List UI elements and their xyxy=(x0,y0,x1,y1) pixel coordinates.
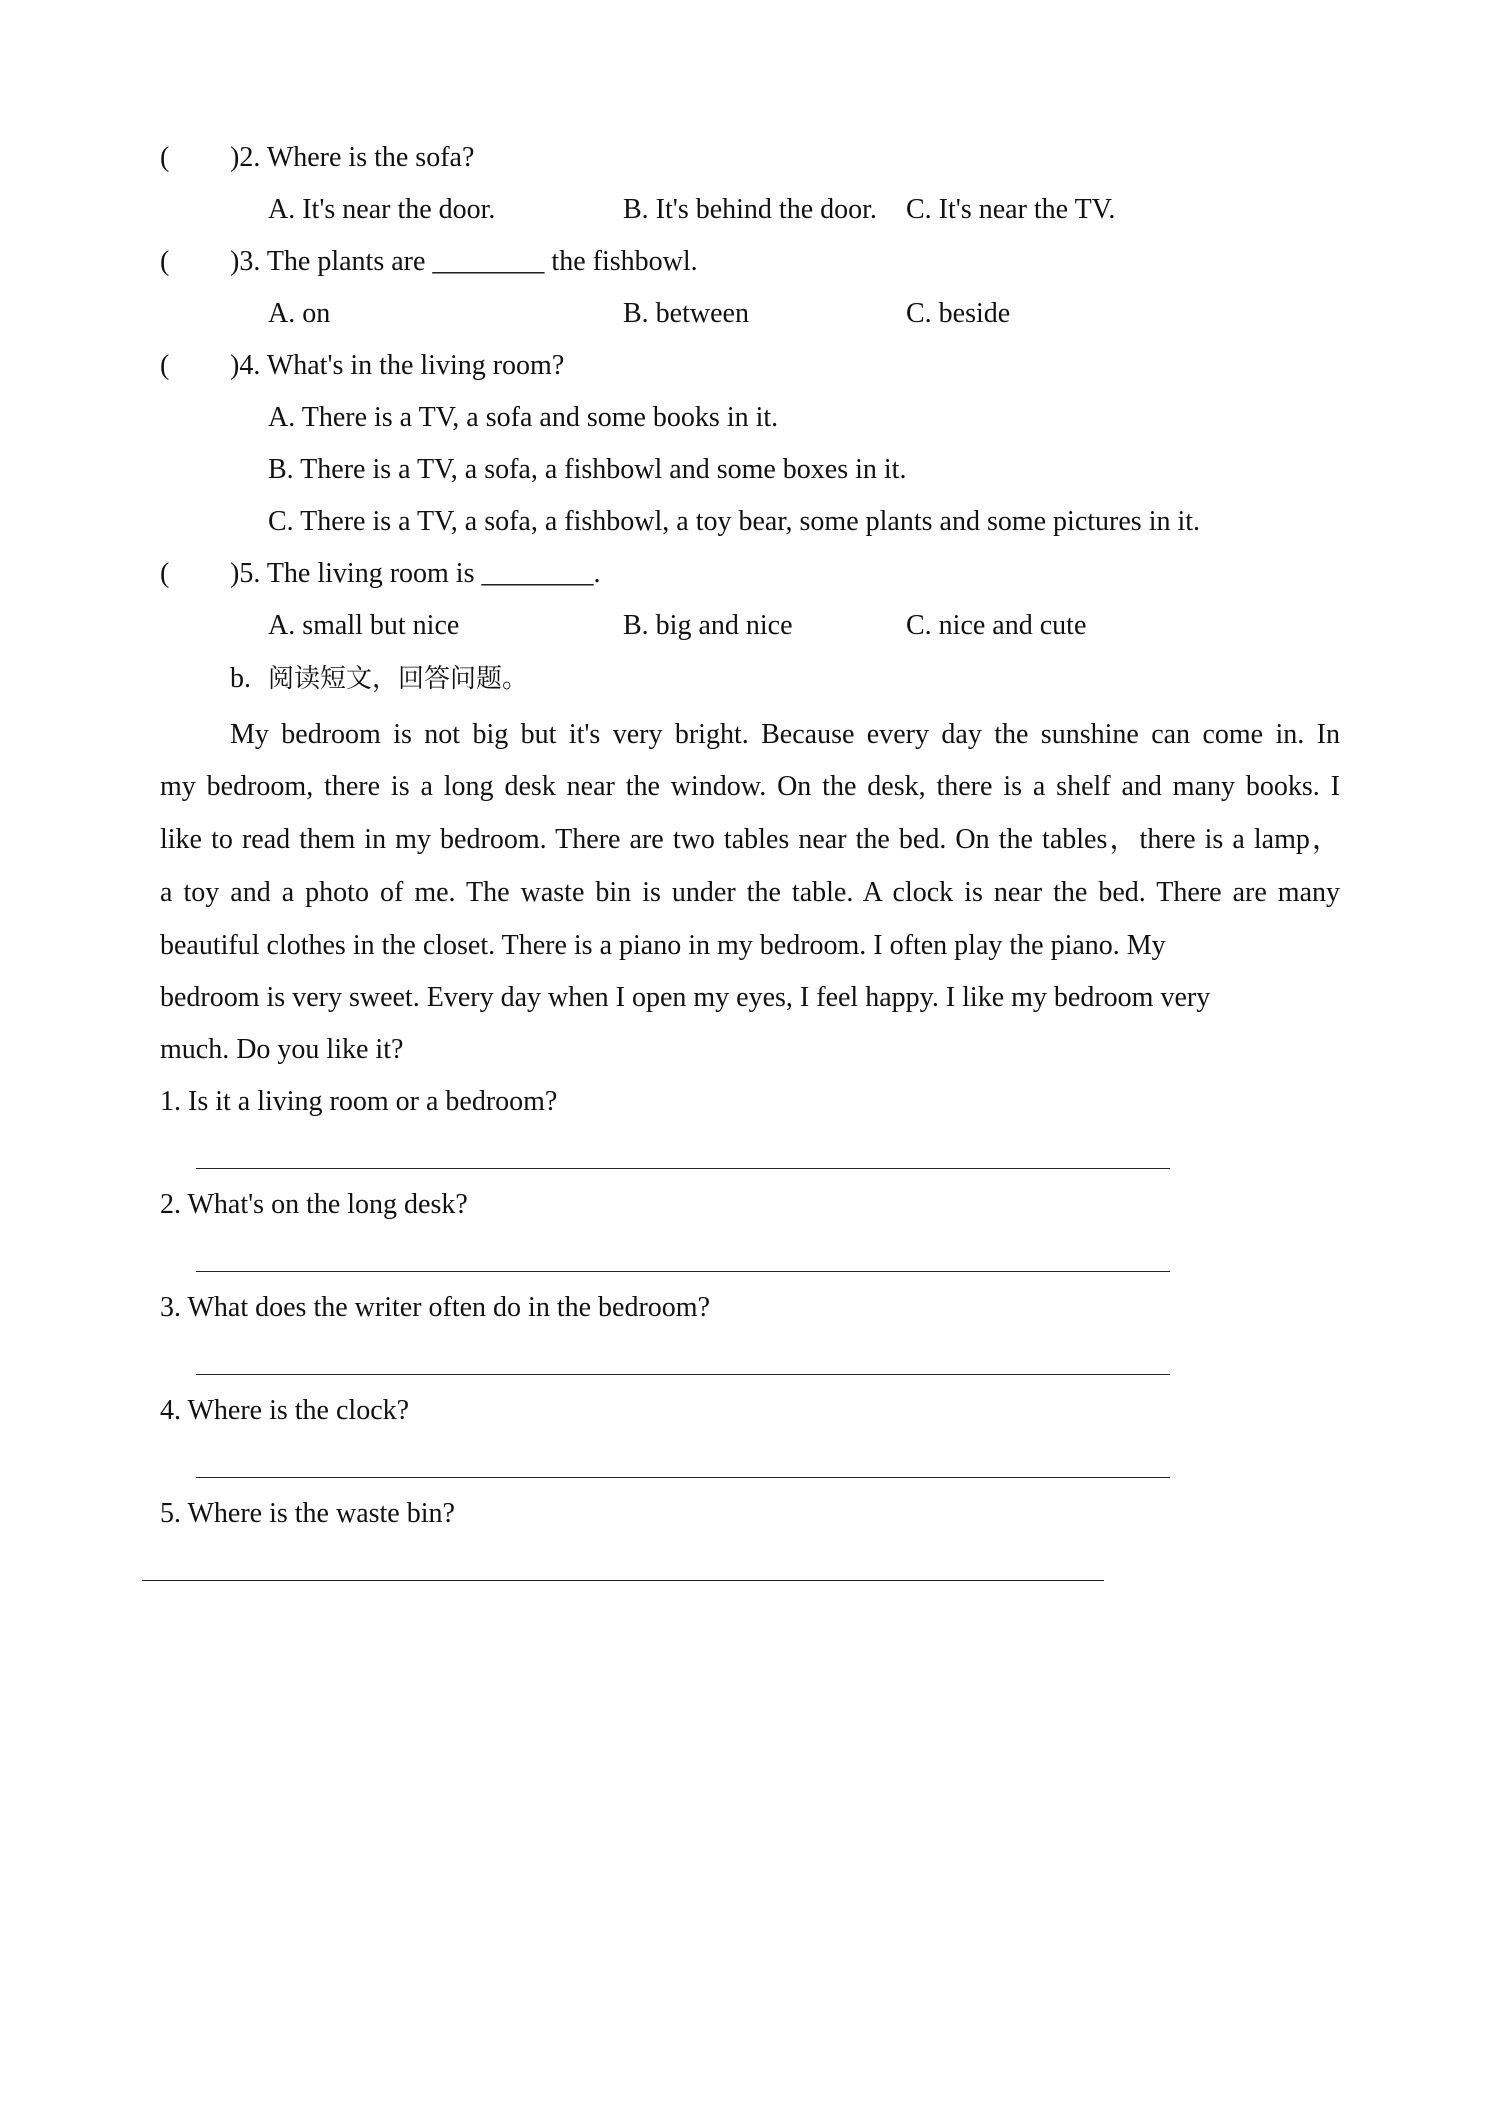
option-a: A. There is a TV, a sofa and some books in it. xyxy=(268,402,779,433)
question-text: )3. The plants are ________ the fishbowl. xyxy=(230,246,698,277)
option-c: C. nice and cute xyxy=(906,610,1087,641)
reading-question-3: 3. What does the writer often do in the bedroom? xyxy=(160,1292,710,1323)
passage-line: like to read them in my bedroom. There are two tables near the bed. On the tables，there is a lamp， xyxy=(160,824,1340,855)
question-text: )2. Where is the sofa? xyxy=(230,142,475,173)
option-c: C. There is a TV, a sofa, a fishbowl, a toy bear, some plants and some pictures in it. xyxy=(268,506,1201,537)
answer-line-5[interactable] xyxy=(142,1580,1104,1581)
answer-line-4[interactable] xyxy=(196,1477,1170,1478)
option-a: A. It's near the door. xyxy=(268,194,496,225)
passage-line: My bedroom is not big but it's very bright. Because every day the sunshine can come in. In xyxy=(230,719,1340,750)
option-b: B. big and nice xyxy=(623,610,793,641)
reading-question-5: 5. Where is the waste bin? xyxy=(160,1498,455,1529)
reading-question-4: 4. Where is the clock? xyxy=(160,1395,410,1426)
option-a: A. small but nice xyxy=(268,610,460,641)
answer-line-2[interactable] xyxy=(196,1271,1170,1272)
option-b: B. between xyxy=(623,298,749,329)
passage-line: bedroom is very sweet. Every day when I open my eyes, I feel happy. I like my bedroom very xyxy=(160,982,1211,1013)
section-instruction: 阅读短文，回答问题。 xyxy=(268,664,529,694)
answer-paren[interactable]: ( xyxy=(160,142,170,173)
reading-question-1: 1. Is it a living room or a bedroom? xyxy=(160,1086,558,1117)
passage-line: much. Do you like it? xyxy=(160,1034,404,1065)
question-text: )4. What's in the living room? xyxy=(230,350,565,381)
option-c: C. It's near the TV. xyxy=(906,194,1116,225)
option-c: C. beside xyxy=(906,298,1011,329)
answer-line-1[interactable] xyxy=(196,1168,1170,1169)
passage-line: a toy and a photo of me. The waste bin is under the table. A clock is near the bed. There are many xyxy=(160,877,1340,908)
reading-question-2: 2. What's on the long desk? xyxy=(160,1189,468,1220)
option-a: A. on xyxy=(268,298,331,329)
option-b: B. There is a TV, a sofa, a fishbowl and some boxes in it. xyxy=(268,454,907,485)
answer-line-3[interactable] xyxy=(196,1374,1170,1375)
option-b: B. It's behind the door. xyxy=(623,194,877,225)
section-label: b. xyxy=(230,663,251,694)
answer-paren[interactable]: ( xyxy=(160,246,170,277)
answer-paren[interactable]: ( xyxy=(160,350,170,381)
passage-line: my bedroom, there is a long desk near the window. On the desk, there is a shelf and many books. I xyxy=(160,771,1340,802)
question-text: )5. The living room is ________. xyxy=(230,558,601,589)
answer-paren[interactable]: ( xyxy=(160,558,170,589)
passage-line: beautiful clothes in the closet. There is a piano in my bedroom. I often play the piano. My xyxy=(160,930,1166,961)
